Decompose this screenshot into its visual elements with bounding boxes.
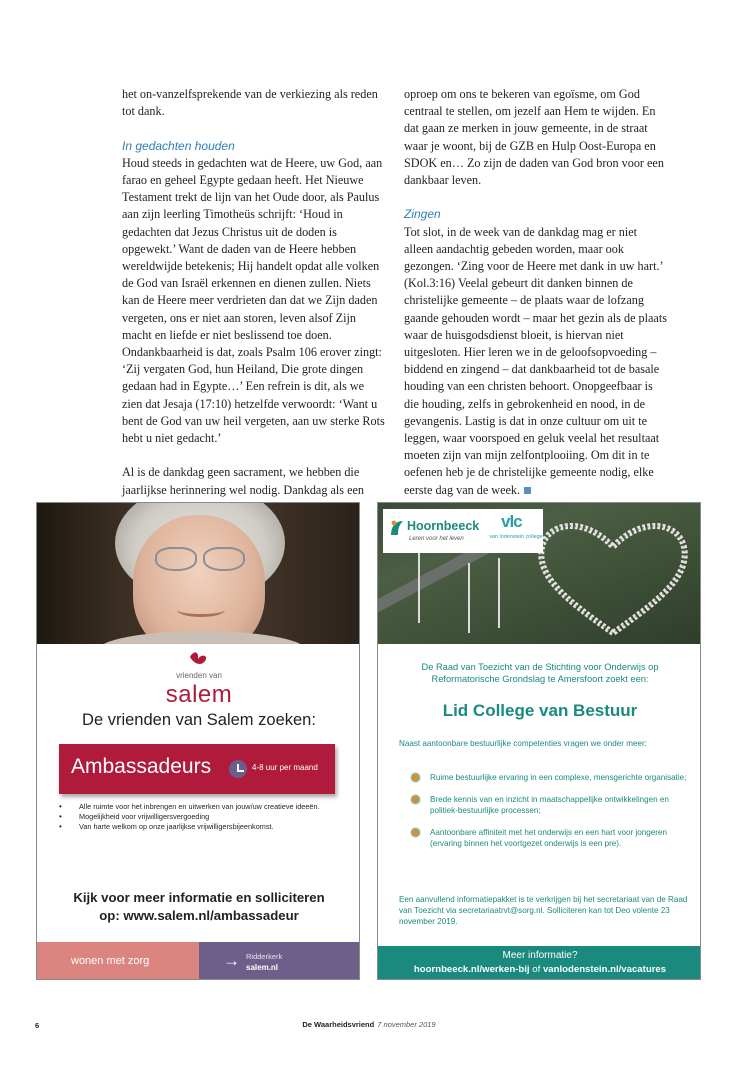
paragraph-text: oproep om ons te bekeren van egoïsme, om God centraal te stellen, om jezelf aan Hem te wijden. En dat gaan ze merken in jouw gemeente, in de straat waar je woont, bij de GZB en Hulp Oost-Europa en SDOK en… Zo zijn de daden van God bron voor een dankbaar leven. xyxy=(404,87,664,188)
article-paragraph xyxy=(122,86,386,120)
article-paragraph xyxy=(122,464,386,498)
hoornbeeck-footer xyxy=(378,946,701,980)
article-paragraph xyxy=(404,224,668,499)
cta-line-2: op: www.salem.nl/ambassadeur xyxy=(99,908,299,923)
hoornbeeck-name: Hoornbeeck xyxy=(407,519,480,533)
cta-line-1: Kijk voor meer informatie en solliciteren xyxy=(73,890,325,905)
section-heading: In gedachten houden xyxy=(122,138,235,153)
link-vanlodenstein[interactable]: vanlodenstein.nl/vacatures xyxy=(542,964,667,975)
salem-brand-small: vrienden van xyxy=(176,671,222,680)
salem-footer-place: Ridderkerk xyxy=(246,952,283,961)
ambassadeurs-title: Ambassadeurs xyxy=(71,755,212,778)
vacancy-title: Lid College van Bestuur xyxy=(442,701,638,720)
salem-call-to-action xyxy=(37,889,360,925)
vacancy-lead: Naast aantoonbare bestuurlijke competenties vragen we onder meer: xyxy=(399,739,647,748)
issue-date: 7 november 2019 xyxy=(377,1020,436,1029)
paragraph-gap xyxy=(122,120,386,137)
vacancy-requirements xyxy=(399,772,689,860)
school-logos xyxy=(383,509,543,553)
paragraph-text: Al is de dankdag geen sacrament, we hebben die jaarlijkse herinnering wel nodig. Dankdag als een xyxy=(122,465,364,497)
salem-footer-right xyxy=(199,942,360,980)
list-item: • Van harte welkom op onze jaarlijkse vrijwilligersbijeenkomst. xyxy=(59,822,349,832)
list-item: • Mogelijkheid voor vrijwilligersvergoeding xyxy=(59,812,349,822)
list-item: Aantoonbare affiniteit met het onderwijs en een hart voor jongeren (ervaring binnen het voortgezet onderwijs is een pre). xyxy=(399,827,689,849)
aerial-heart-photo xyxy=(378,503,701,644)
salem-footer-left xyxy=(37,942,199,980)
elderly-woman-photo xyxy=(37,503,360,644)
link-separator: of xyxy=(532,964,541,975)
bullet-dot-icon xyxy=(412,829,419,836)
end-of-article-icon xyxy=(524,487,531,494)
hoornbeeck-intro: De Raad van Toezicht van de Stichting voor Onderwijs op Reformatorische Grondslag te Amersfoort zoekt een: xyxy=(421,662,659,685)
ambassadeurs-banner xyxy=(59,744,335,794)
wonen-met-zorg: wonen met zorg xyxy=(71,955,150,967)
heart-of-people-icon xyxy=(528,513,698,641)
list-item: • Alle ruimte voor het inbrengen en uitwerken van jouw/uw creatieve ideeën. xyxy=(59,802,349,812)
vlc-logo-name: van lodenstein college xyxy=(489,534,543,540)
hoornbeeck-tagline: Leren voor het leven xyxy=(409,536,464,542)
article-column-right xyxy=(404,86,668,499)
salem-bird-icon xyxy=(187,650,209,668)
bullet-dot-icon xyxy=(412,774,419,781)
section-heading: Zingen xyxy=(404,207,441,222)
more-info-label: Meer informatie? xyxy=(502,950,578,961)
salem-footer-url: salem.nl xyxy=(246,963,279,972)
hoornbeeck-body xyxy=(378,644,701,980)
salem-advertisement xyxy=(36,502,360,980)
paragraph-gap xyxy=(404,189,668,206)
salem-heading: De vrienden van Salem zoeken: xyxy=(82,711,316,729)
hours-per-month: 4-8 uur per maand xyxy=(252,763,318,772)
paragraph-gap xyxy=(122,447,386,464)
article-paragraph xyxy=(122,155,386,447)
paragraph-text: Houd steeds in gedachten wat de Heere, uw God, aan farao en geheel Egypte gedaan heeft. Het Nieuwe Testament trekt de lijn van het Oude door, als Paulus aan zijn leerling Timotheüs schrijft: ‘Houd in gedachten dat Jezus Christus uit de doden is opgewekt.’ Want de daden van de Heere hebben wereldwijde betekenis; Hij handelt opdat alle volken de God van Israël erkennen en dienen zullen. Niets kan de Heere meer verdrieten dan dat we Zijn daden vergeten, ons er niet aan storen, leven alsof Zijn macht en liefde er niet beslissend toe doen. Ondankbaarheid is dat, zoals Psalm 106 erover zingt: ‘Zij vergaten God, hun Heiland, Die grote dingen gedaan had in Egypte…’ Een refrein is dit, als we zien dat Jesaja (17:10) hetzelfde verwoordt: ‘Want u bent de God van uw heil vergeten, aan uw sterke Rots hebt u niet gedacht.’ xyxy=(122,155,385,446)
page-number: 6 xyxy=(35,1021,40,1030)
paragraph-text: Tot slot, in de week van de dankdag mag er niet alleen aandachtig gebeden worden, maar ook gezongen. ‘Zing voor de Heere met dank in uw hart.’ (Kol.3:16) Veelal gebeurt dit danken binnen de christelijke gemeente – de plaats waar de lofzang gaande gehouden wordt – maar het gezin als de plaats waar de huisgodsdienst bloeit, is hiervan niet uitgesloten. Hier leren we in de geloofsopvoeding – biddend en zingend – dat dankbaarheid tot de basale houding van een christen behoort. Onopgeefbaar is die houding, zelfs in gebrokenheid en nood, in de gevangenis. Lastig is dat in onze cultuur om uit te leggen, waar voorspoed en geluk veelal het resultaat moeten zijn van mijn zelfontplooiing. Om dit in te oefenen heb je de christelijke gemeente nodig, elke eerste dag van de week. xyxy=(404,224,667,497)
clock-icon xyxy=(229,760,247,778)
salem-benefits-list xyxy=(59,802,349,831)
magazine-footer xyxy=(0,1020,738,1029)
article-paragraph xyxy=(404,86,668,189)
hoornbeeck-advertisement xyxy=(377,502,701,980)
paragraph-text: het on-vanzelfsprekende van de verkiezing als reden tot dank. xyxy=(122,87,378,119)
link-hoornbeeck[interactable]: hoornbeeck.nl/werken-bij xyxy=(413,964,530,975)
article-column-left xyxy=(122,86,386,499)
salem-brand: salem xyxy=(165,681,233,708)
magazine-name: De Waarheidsvriend xyxy=(302,1020,375,1029)
bullet-dot-icon xyxy=(412,796,419,803)
list-item: Brede kennis van en inzicht in maatschappelijke ontwikkelingen en politiek-bestuurlijke processen; xyxy=(399,794,689,816)
vlc-logo-mark: vlc xyxy=(501,512,522,531)
arrow-right-icon: → xyxy=(223,951,240,970)
list-item: Ruime bestuurlijke ervaring in een complexe, mensgerichte organisatie; xyxy=(399,772,689,783)
vacancy-links xyxy=(378,964,701,975)
vacancy-info: Een aanvullend informatiepakket is te verkrijgen bij het secretariaat van de Raad van Toezicht via secretariaatrvt@sorg.nl. Solliciteren kan tot Deo volente 23 november 2019. xyxy=(399,895,688,926)
hoornbeeck-logo-icon xyxy=(389,519,405,537)
